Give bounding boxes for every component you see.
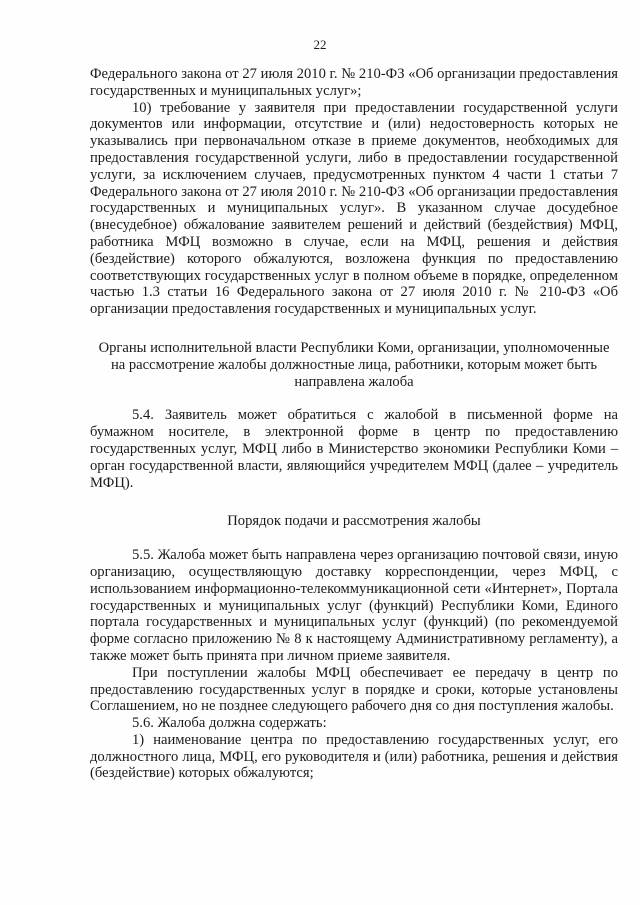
document-body (90, 66, 618, 782)
section-heading-authorities: Органы исполнительной власти Республики Коми, организации, уполномоченные на рассмотрение жалобы должностные лица, работники, которым может быть направлена жалоба (98, 339, 610, 390)
paragraph-5-5: 5.5. Жалоба может быть направлена через организацию почтовой связи, иную организацию, осуществляющую доставку корреспонденции, через МФЦ, с использованием информационно-телекоммуникационной сети «Интернет», Портала государственных и муниципальных услуг (функций) Республики Коми, Единого портала государственных и муниципальных услуг (функций) (по рекомендуемой форме согласно приложению № 8 к настоящему Административному регламенту), а также может быть принята при личном приеме заявителя. (90, 547, 618, 664)
spacer (90, 530, 618, 547)
paragraph-item-1: 1) наименование центра по предоставлению государственных услуг, его должностного лица, МФЦ, его руководителя и (или) работника, решения и действия (бездействие) которых обжалуются; (90, 731, 618, 782)
spacer (90, 318, 618, 340)
spacer (90, 491, 618, 513)
section-heading-procedure: Порядок подачи и рассмотрения жалобы (227, 513, 481, 530)
paragraph-mfc-transfer: При поступлении жалобы МФЦ обеспечивает ее передачу в центр по предоставлению государственных услуг в порядке и сроки, которые установлены Соглашением, но не позднее следующего рабочего дня со дня поступления жалобы. (90, 664, 618, 715)
spacer (90, 390, 618, 407)
paragraph-continuation: Федерального закона от 27 июля 2010 г. № 210-ФЗ «Об организации предоставления государственных и муниципальных услуг»; (90, 66, 618, 99)
paragraph-5-6: 5.6. Жалоба должна содержать: (132, 715, 327, 732)
paragraph-5-4: 5.4. Заявитель может обратиться с жалобой в письменной форме на бумажном носителе, в электронной форме в центр по предоставлению государственных услуг, МФЦ либо в Министерство экономики Республики Коми – орган государственной власти, являющийся учредителем МФЦ (далее – учредитель МФЦ). (90, 407, 618, 491)
paragraph-item-10: 10) требование у заявителя при предоставлении государственной услуги документов или информации, отсутствие и (или) недостоверность которых не указывались при первоначальном отказе в приеме документов, необходимых для предоставления государственной услуги, либо в предоставлении государственной услуги, за исключением случаев, предусмотренных пунктом 4 части 1 статьи 7 Федерального закона от 27 июля 2010 г. № 210-ФЗ «Об организации предоставления государственных и муниципальных услуг». В указанном случае досудебное (внесудебное) обжалование заявителем решений и действий (бездействия) МФЦ, работника МФЦ возможно в случае, если на МФЦ, решения и действия (бездействие) которого обжалуются, возложена функция по предоставлению соответствующих государственных услуг в полном объеме в порядке, определенном частью 1.3 статьи 16 Федерального закона от 27 июля 2010 г. № 210-ФЗ «Об организации предоставления государственных и муниципальных услуг. (90, 99, 618, 318)
page-number: 22 (313, 37, 327, 52)
